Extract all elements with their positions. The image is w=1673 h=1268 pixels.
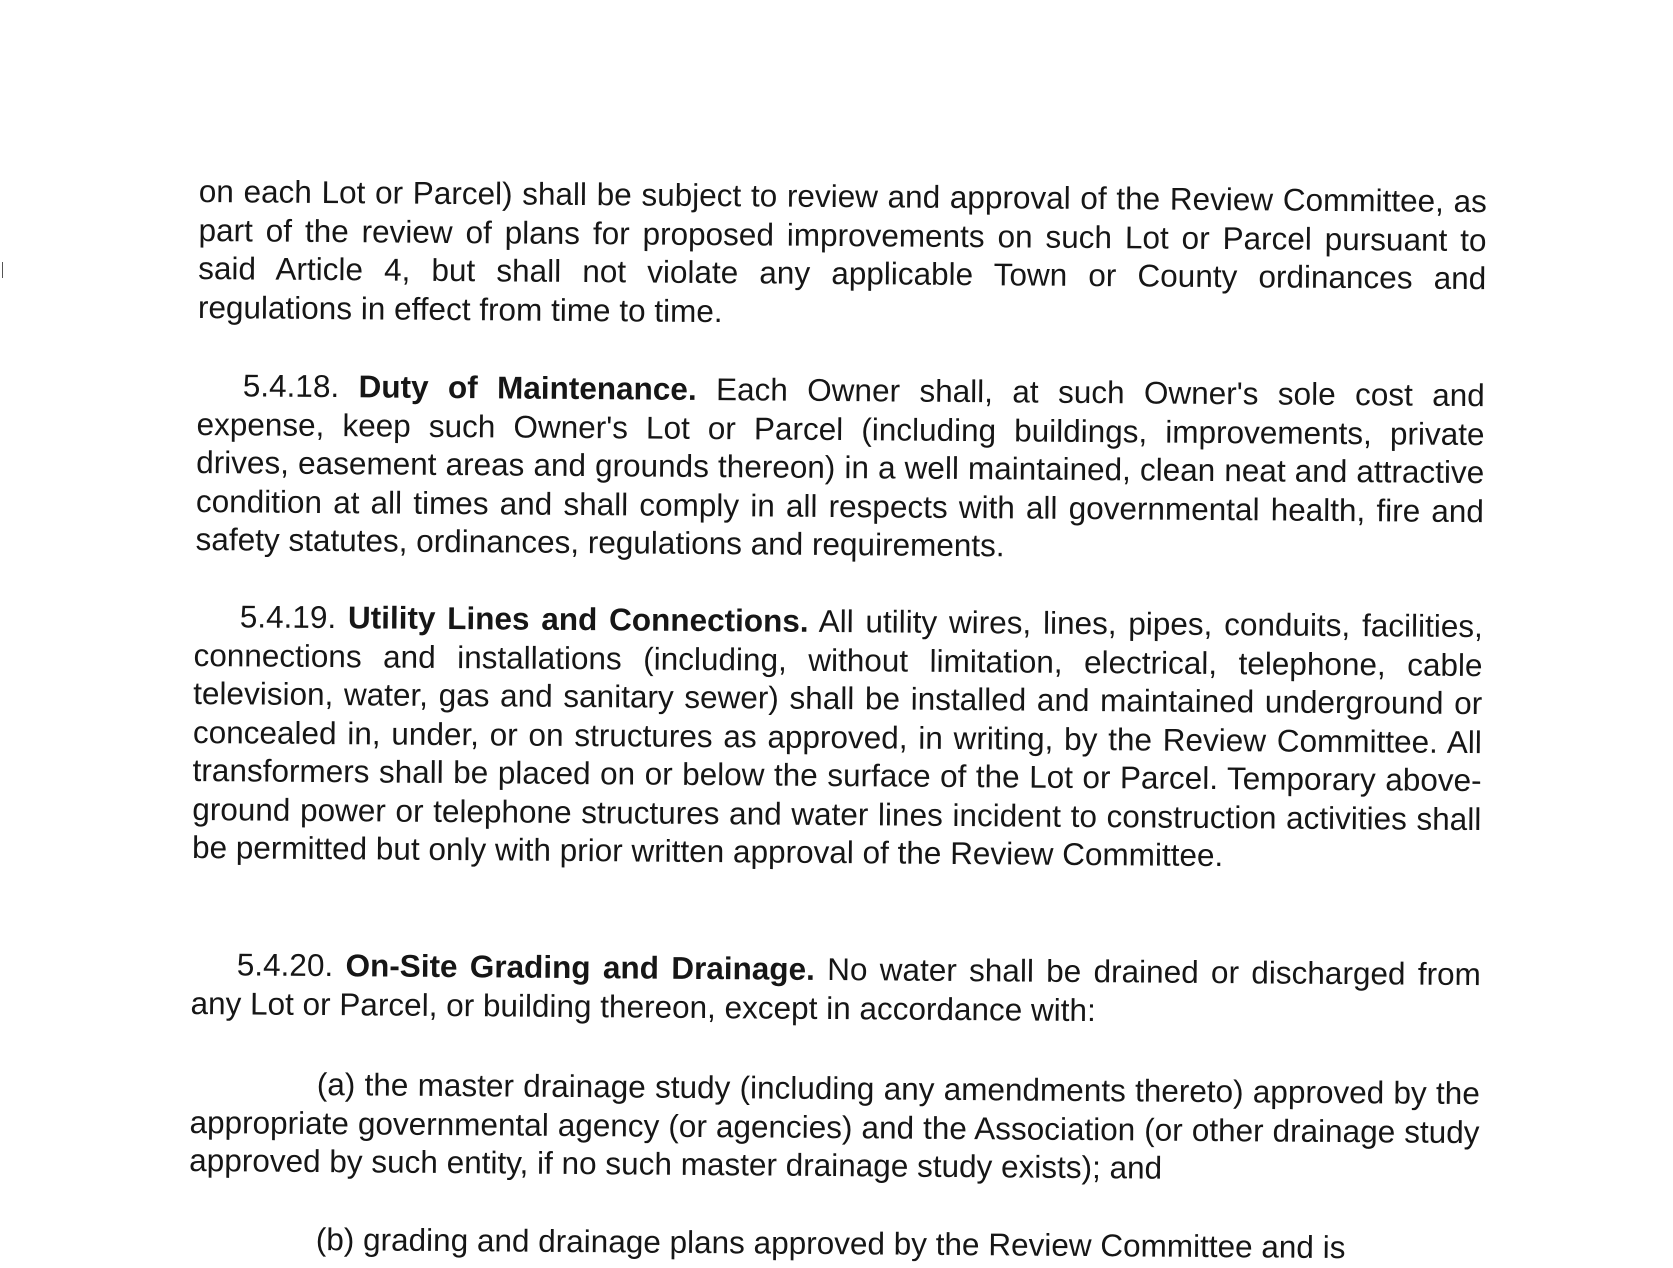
subitem-b: (b) grading and drainage plans approved by the Review Committee and is [315,1220,1346,1266]
section-body: Each Owner shall, at such Owner's sole cost and expense, keep such Owner's Lot or Parcel (including buildings, improvements, private drives, easement areas and grounds thereon) in a well maintained, clean neat and attractive condition at all times and shall comply in all respects with all governmental health, fire and safety statutes, ordinances, regulations and requirements. [195,371,1485,564]
continuation-paragraph: on each Lot or Parcel) shall be subject to review and approval of the Review Committee, as part of the review of plans for proposed improvements on such Lot or Parcel pursuant to said Article 4, but shall not violate any applicable Town or County ordinances and regulations in effect from time to time. [197,172,1487,329]
section-heading: On-Site Grading and Drainage. [345,947,815,987]
section-5-4-19 [192,597,1483,877]
section-body: No water shall be drained or discharged from any Lot or Parcel, or building thereon, except in accordance with: [190,950,1481,1028]
section-body: All utility wires, lines, pipes, conduits, facilities, connections and installations (including, without limitation, electrical, telephone, cable television, water, gas and sanitary sewer) shall be installed and maintained underground or concealed in, under, or on structures as approved, in writing, by the Review Committee. All transformers shall be placed on or below the surface of the Lot or Parcel. Temporary above-ground power or telephone structures and water lines incident to construction activities shall be permitted but only with prior written approval of the Review Committee. [191,602,1483,874]
section-heading: Utility Lines and Connections. [347,599,809,639]
section-heading: Duty of Maintenance. [358,368,697,407]
section-number: 5.4.19. [239,598,337,636]
section-5-4-18 [195,366,1484,569]
section-number: 5.4.20. [236,946,334,984]
subitem-a: (a) the master drainage study (including any amendments thereto) approved by the appropriate governmental agency (or agencies) and the Association (or other drainage study approved by such entity, if no such master drainage study exists); and [189,1065,1480,1186]
section-5-4-20 [190,945,1481,1032]
section-number: 5.4.18. [242,367,340,405]
margin-mark [2,262,3,278]
